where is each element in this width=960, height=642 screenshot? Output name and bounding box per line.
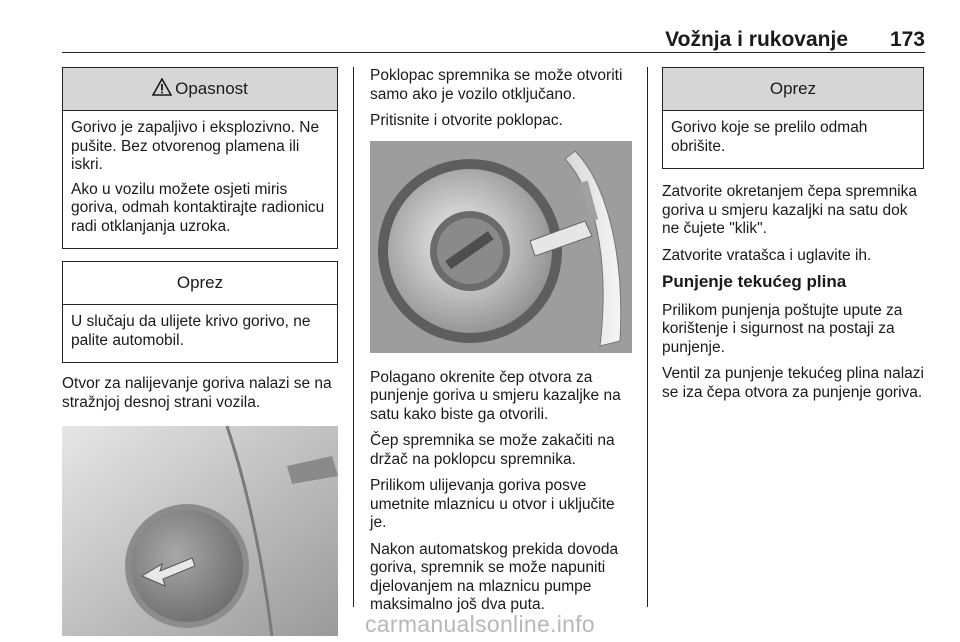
danger-box: [62, 67, 338, 249]
danger-paragraph: Ako u vozilu možete osjeti miris goriva, odmah kontaktirajte radionicu radi otklanjanja uzroka.: [71, 180, 325, 235]
section-heading: Punjenje tekućeg plina: [662, 272, 847, 291]
caution-box-body: [63, 305, 337, 362]
column-3: [662, 67, 924, 410]
caution-box-title: Oprez: [769, 78, 817, 98]
danger-box-body: [63, 111, 337, 248]
body-paragraph: Polagano okrenite čep otvora za punjenje goriva u smjeru kazaljke na satu kako biste ga otvorili.: [370, 368, 621, 423]
danger-box-title: Opasnost: [175, 78, 248, 98]
body-paragraph: Ventil za punjenje tekućeg plina nalazi se iza čepa otvora za punjenje goriva.: [662, 365, 924, 401]
column-1: [62, 67, 338, 636]
caution-box: [662, 67, 924, 169]
caution-box-title: Oprez: [176, 272, 224, 292]
fuel-cap-photo: [370, 141, 632, 353]
caution-box: [62, 261, 338, 363]
body-paragraph: Nakon automatskog prekida dovoda goriva, spremnik se može napuniti djelovanjem na mlaznicu pumpe maksimalno još dva puta.: [370, 540, 619, 613]
danger-box-header: [63, 68, 337, 111]
column-divider-left: [353, 67, 354, 607]
column-2: [370, 67, 632, 623]
body-paragraph: Otvor za nalijevanje goriva nalazi se na stražnjoj desnoj strani vozila.: [62, 375, 332, 411]
page-number: 173: [889, 28, 925, 51]
body-paragraph: Prilikom ulijevanja goriva posve umetnite mlaznicu u otvor i uključite je.: [370, 477, 615, 531]
fuel-flap-photo: [62, 426, 338, 636]
caution-paragraph: U slučaju da ulijete krivo gorivo, ne palite automobil.: [71, 313, 311, 349]
caution-box-header: [63, 262, 337, 305]
body-paragraph: Poklopac spremnika se može otvoriti samo ako je vozilo otključano.: [370, 67, 623, 103]
column-divider-right: [647, 67, 648, 607]
danger-paragraph: Gorivo je zapaljivo i eksplozivno. Ne pušite. Bez otvorenog plamena ili iskri.: [71, 119, 320, 173]
body-paragraph: Zatvorite okretanjem čepa spremnika goriva u smjeru kazaljki na satu dok ne čujete "klik".: [662, 183, 918, 237]
warning-triangle-icon: [152, 78, 172, 101]
body-paragraph: Pritisnite i otvorite poklopac.: [370, 112, 563, 129]
body-paragraph: Čep spremnika se može zakačiti na držač na poklopcu spremnika.: [370, 432, 615, 468]
section-title: Vožnja i rukovanje: [665, 28, 848, 51]
header-divider: [62, 52, 925, 53]
body-paragraph: Prilikom punjenja poštujte upute za korištenje i sigurnost na postaji za punjenje.: [662, 301, 903, 356]
caution-paragraph: Gorivo koje se prelilo odmah obrišite.: [671, 119, 868, 155]
caution-box-header: [663, 68, 923, 111]
caution-box-body: [663, 111, 923, 168]
watermark: carmanualsonline.info: [364, 611, 596, 637]
body-paragraph: Zatvorite vratašca i uglavite ih.: [662, 246, 872, 264]
